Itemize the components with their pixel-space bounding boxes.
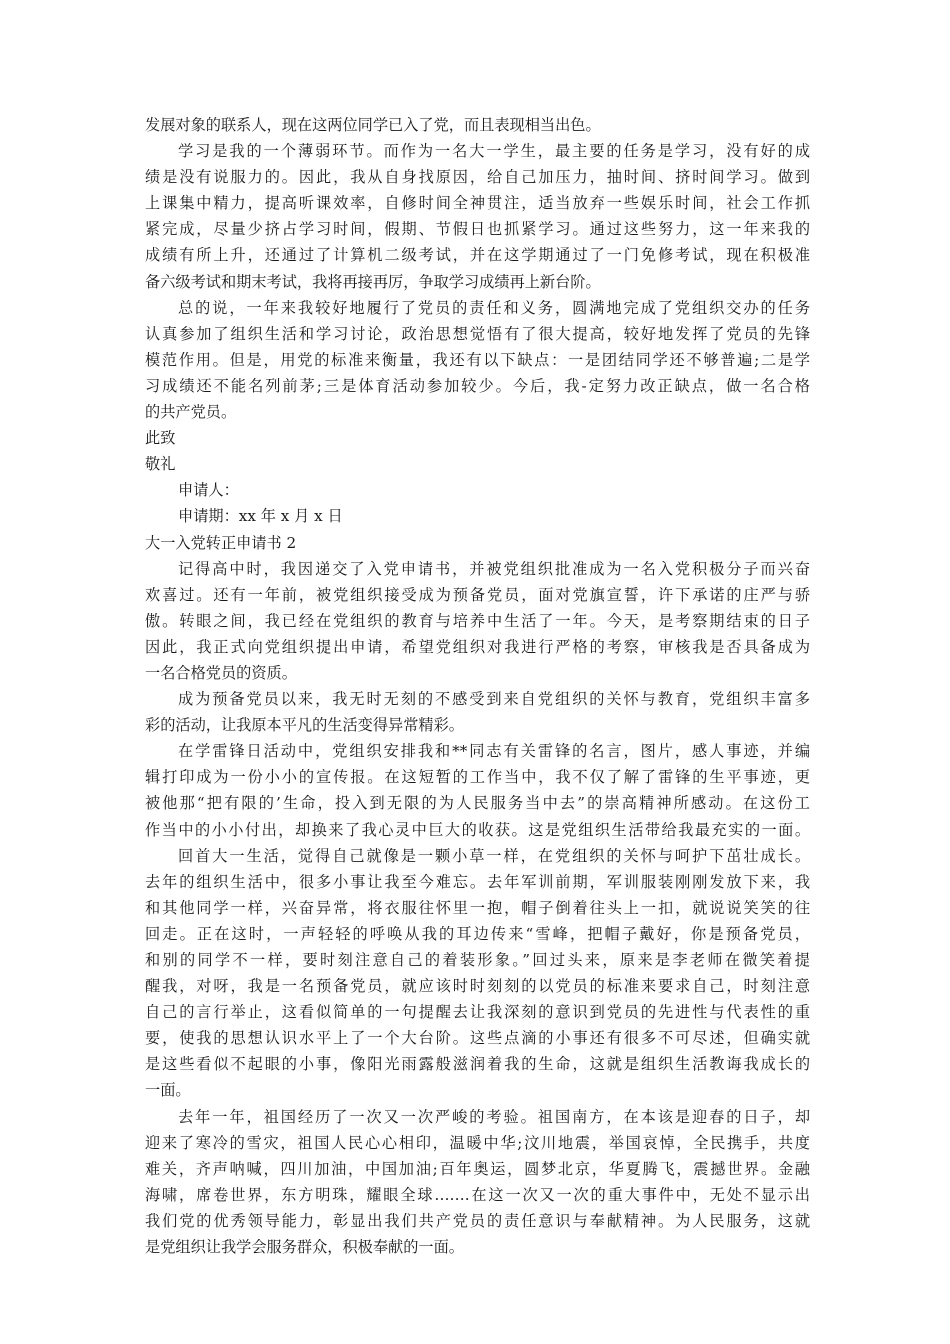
text-line: 要，使我的思想认识水平上了一个大台阶。这些点滴的小事还有很多不可尽述，但确实就 xyxy=(145,1029,810,1048)
text-line: 作当中的小小付出，却换来了我心灵中巨大的收获。这是党组织生活带给我最充实的一面。 xyxy=(145,820,810,839)
text-line: 我们党的优秀领导能力，彰显出我们共产党员的责任意识与奉献精神。为人民服务，这就 xyxy=(145,1211,810,1230)
text-line: 自己的言行举止，这看似简单的一句提醒去让我深刻的意识到党员的先进性与代表性的重 xyxy=(145,1003,810,1022)
text-line: 备六级考试和期末考试，我将再接再厉，争取学习成绩再上新台阶。 xyxy=(145,272,601,291)
text-line: 回走。正在这时，一声轻轻的呼唤从我的耳边传来“雪峰，把帽子戴好，你是预备党员， xyxy=(145,924,810,943)
text-line: 绩是没有说服力的。因此，我从自身找原因，给自己加压力，抽时间、挤时间学习。做到 xyxy=(145,168,810,187)
text-line: 认真参加了组织生活和学习讨论，政治思想觉悟有了很大提高，较好地发挥了党员的先锋 xyxy=(145,324,810,343)
text-line: 一名合格党员的资质。 xyxy=(145,663,297,682)
text-line: 敬礼 xyxy=(145,455,176,474)
text-line: 紧完成，尽量少挤占学习时间，假期、节假日也抓紧学习。通过这些努力，这一年来我的 xyxy=(145,220,810,239)
text-line: 回首大一生活，觉得自己就像是一颗小草一样，在党组织的关怀与呵护下茁壮成长。 xyxy=(178,846,810,865)
text-line: 模范作用。但是，用党的标准来衡量，我还有以下缺点：一是团结同学还不够普遍;二是学 xyxy=(145,350,810,369)
text-line: 学习是我的一个薄弱环节。而作为一名大一学生，最主要的任务是学习，没有好的成 xyxy=(178,142,810,161)
text-line: 和其他同学一样，兴奋异常，将衣服往怀里一抱，帽子倒着往头上一扣，就说说笑笑的往 xyxy=(145,898,810,917)
text-line: 成为预备党员以来，我无时无刻的不感受到来自党组织的关怀与教育，党组织丰富多 xyxy=(178,690,810,709)
text-line: 的共产党员。 xyxy=(145,403,237,422)
text-line: 申请人： xyxy=(178,481,239,500)
text-line: 习成绩还不能名列前茅;三是体育活动参加较少。今后，我-定努力改正缺点，做一名合格 xyxy=(145,376,810,395)
text-line: 发展对象的联系人，现在这两位同学已入了党，而且表现相当出色。 xyxy=(145,116,601,134)
text-line: 迎来了寒冷的雪灾，祖国人民心心相印，温暖中华;汶川地震，举国哀悼，全民携手，共度 xyxy=(145,1133,810,1152)
text-line: 总的说，一年来我较好地履行了党员的责任和义务，圆满地完成了党组织交办的任务 xyxy=(178,298,810,317)
text-line: 和别的同学不一样，要时刻注意自己的着装形象。”回过头来，原来是李老师在微笑着提 xyxy=(145,951,810,969)
text-line: 大一入党转正申请书 2 xyxy=(145,533,297,552)
text-line: 被他那“把有限的’生命，投入到无限的为人民服务当中去”的崇高精神所感动。在这份工 xyxy=(145,794,810,813)
text-line: 欢喜过。还有一年前，被党组织接受成为预备党员，面对党旗宣誓，许下承诺的庄严与骄 xyxy=(145,585,810,604)
text-line: 难关，齐声呐喊，四川加油，中国加油;百年奥运，圆梦北京，华夏腾飞，震撼世界。金融 xyxy=(145,1159,810,1178)
text-line: 是党组织让我学会服务群众，积极奉献的一面。 xyxy=(145,1238,464,1257)
text-line: 记得高中时，我因递交了入党申请书，并被党组织批准成为一名入党积极分子而兴奋 xyxy=(178,559,810,578)
document-page xyxy=(145,112,810,1260)
text-line: 去年一年，祖国经历了一次又一次严峻的考验。祖国南方，在本该是迎春的日子，却 xyxy=(178,1107,810,1126)
text-line: 一面。 xyxy=(145,1081,191,1100)
text-line: 傲。转眼之间，我已经在党组织的教育与培养中生活了一年。今天，是考察期结束的日子 xyxy=(145,611,810,630)
text-line: 在学雷锋日活动中，党组织安排我和**同志有关雷锋的名言，图片，感人事迹，并编 xyxy=(178,742,810,761)
text-line: 是这些看似不起眼的小事，像阳光雨露般滋润着我的生命，这就是组织生活教诲我成长的 xyxy=(145,1055,810,1074)
text-line: 成绩有所上升，还通过了计算机二级考试，并在这学期通过了一门免修考试，现在积极准 xyxy=(145,246,810,265)
text-line: 彩的活动，让我原本平凡的生活变得异常精彩。 xyxy=(145,716,464,735)
text-line: 申请期：xx 年 x 月 x 日 xyxy=(178,507,343,526)
text-line: 辑打印成为一份小小的宣传报。在这短暂的工作当中，我不仅了解了雷锋的生平事迹，更 xyxy=(145,768,810,787)
text-line: 此致 xyxy=(145,429,176,448)
text-line: 海啸，席卷世界，东方明珠，耀眼全球…….在这一次又一次的重大事件中，无处不显示出 xyxy=(145,1185,810,1204)
text-line: 醒我，对呀，我是一名预备党员，就应该时时刻刻的以党员的标准来要求自己，时刻注意 xyxy=(145,977,810,996)
text-line: 去年的组织生活中，很多小事让我至今难忘。去年军训前期，军训服装刚刚发放下来，我 xyxy=(145,872,810,891)
text-line: 上课集中精力，提高听课效率，自修时间全神贯注，适当放弃一些娱乐时间，社会工作抓 xyxy=(145,194,810,213)
text-line: 因此，我正式向党组织提出申请，希望党组织对我进行严格的考察，审核我是否具备成为 xyxy=(145,637,810,656)
